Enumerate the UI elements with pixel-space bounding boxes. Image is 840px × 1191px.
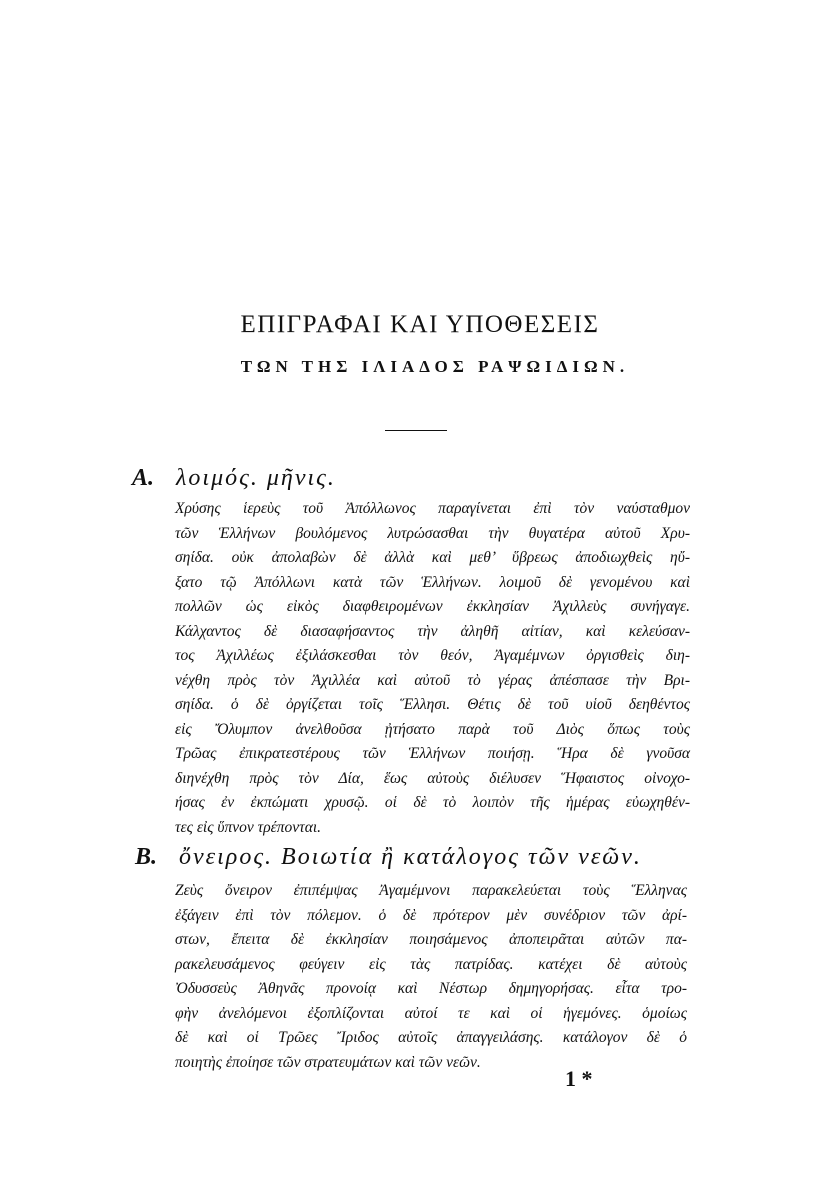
- text-line: ἐξάγειν ἐπὶ τὸν πόλεμον. ὁ δὲ πρότερον μὲν συνέδριον τῶν ἀρί-: [175, 906, 687, 924]
- text-line: ξατο τῷ Ἀπόλλωνι κατὰ τῶν Ἑλλήνων. λοιμοῦ δὲ γενομένου καὶ: [175, 573, 690, 591]
- text-line: ρακελευσάμενος φεύγειν εἰς τὰς πατρίδας. κατέχει δὲ αὐτοὺς: [175, 955, 687, 973]
- text-line: διηνέχθη πρὸς τὸν Δία, ἕως αὐτοὺς διέλυσεν Ἥφαιστος οἰνοχο-: [175, 769, 690, 787]
- title-divider: [385, 430, 447, 431]
- text-line: Τρῶας ἐπικρατεστέρους τῶν Ἑλλήνων ποιήσῃ. Ἥρα δὲ γνοῦσα: [175, 745, 690, 762]
- section-letter-b: Β.: [135, 844, 158, 870]
- text-line: ήσας ἐν ἐκπώματι χρυσῷ. οἱ δὲ τὸ λοιπὸν τῆς ἡμέρας εὐωχηθέν-: [175, 794, 690, 811]
- text-line: τες εἰς ὕπνον τρέπονται.: [175, 818, 322, 836]
- page-subtitle: ΤΩΝ ΤΗΣ ΙΛΙΑΔΟΣ ΡΑΨΩΙΔΙΩΝ.: [240, 357, 630, 376]
- text-line: δὲ καὶ οἱ Τρῶες Ἴριδος αὐτοῖς ἀπαγγειλάσης. κατάλογον δὲ ὁ: [175, 1029, 687, 1046]
- text-line: Κάλχαντος δὲ διασαφήσαντος τὴν ἀληθῆ αἰτίαν, καὶ κελεύσαν-: [175, 622, 690, 640]
- section-title-a: λοιμός. μῆνις.: [176, 465, 336, 491]
- section-title-b: ὄνειρος. Βοιωτία ἢ κατάλογος τῶν νεῶν.: [179, 844, 642, 870]
- signature-mark: 1 *: [565, 1066, 593, 1091]
- text-line: τῶν Ἑλλήνων βουλόμενος λυτρώσασθαι τὴν θυγατέρα αὐτοῦ Χρυ-: [175, 524, 690, 542]
- text-line: Ζεὺς ὄνειρον ἐπιπέμψας Ἀγαμέμνονι παρακελεύεται τοὺς Ἕλληνας: [175, 882, 687, 899]
- text-line: ποιητὴς ἐποίησε τῶν στρατευμάτων καὶ τῶν νεῶν.: [175, 1053, 481, 1071]
- text-line: σηίδα. ὁ δὲ ὀργίζεται τοῖς Ἕλλησι. Θέτις δὲ τοῦ υἱοῦ δεηθέντος: [175, 696, 690, 713]
- section-heading-a: [132, 463, 336, 493]
- text-line: τος Ἀχιλλέως ἐξιλάσκεσθαι τὸν θεόν, Ἀγαμέμνων ὀργισθεὶς διη-: [175, 647, 690, 664]
- text-line: εἰς Ὄλυμπον ἀνελθοῦσα ᾐτήσατο παρὰ τοῦ Διὸς ὅπως τοὺς: [175, 720, 690, 738]
- text-line: στων, ἔπειτα δὲ ἐκκλησίαν ποιησάμενος ἀποπειρᾶται αὐτῶν πα-: [175, 931, 687, 948]
- section-body-a: [175, 497, 690, 840]
- section-heading-b: [135, 842, 642, 872]
- text-line: φὴν ἀνελόμενοι ἐξοπλίζονται αὐτοί τε καὶ οἱ ἡγεμόνες. ὁμοίως: [175, 1004, 687, 1022]
- page-title: ΕΠΙΓΡΑΦΑΙ ΚΑΙ ΥΠΟΘΕΣΕΙΣ: [240, 311, 600, 338]
- text-line: σηίδα. οὐκ ἀπολαβὼν δὲ ἀλλὰ καὶ μεθ’ ὕβρεως ἀποδιωχθεὶς ηὔ-: [175, 549, 690, 566]
- text-line: νέχθη πρὸς τὸν Ἀχιλλέα καὶ αὐτοῦ τὸ γέρας ἀπέσπασε τὴν Βρι-: [175, 671, 690, 689]
- section-letter-a: Α.: [132, 465, 155, 491]
- text-line: πολλῶν ὡς εἰκὸς διαφθειρομένων ἐκκλησίαν Ἀχιλλεὺς συνήγαγε.: [175, 598, 690, 615]
- text-line: Χρύσης ἱερεὺς τοῦ Ἀπόλλωνος παραγίνεται ἐπὶ τὸν ναύσταθμον: [175, 500, 690, 517]
- section-body-b: [175, 879, 687, 1075]
- text-line: Ὀδυσσεὺς Ἀθηνᾶς προνοίᾳ καὶ Νέστωρ δημηγορήσας. εἶτα τρο-: [175, 980, 687, 997]
